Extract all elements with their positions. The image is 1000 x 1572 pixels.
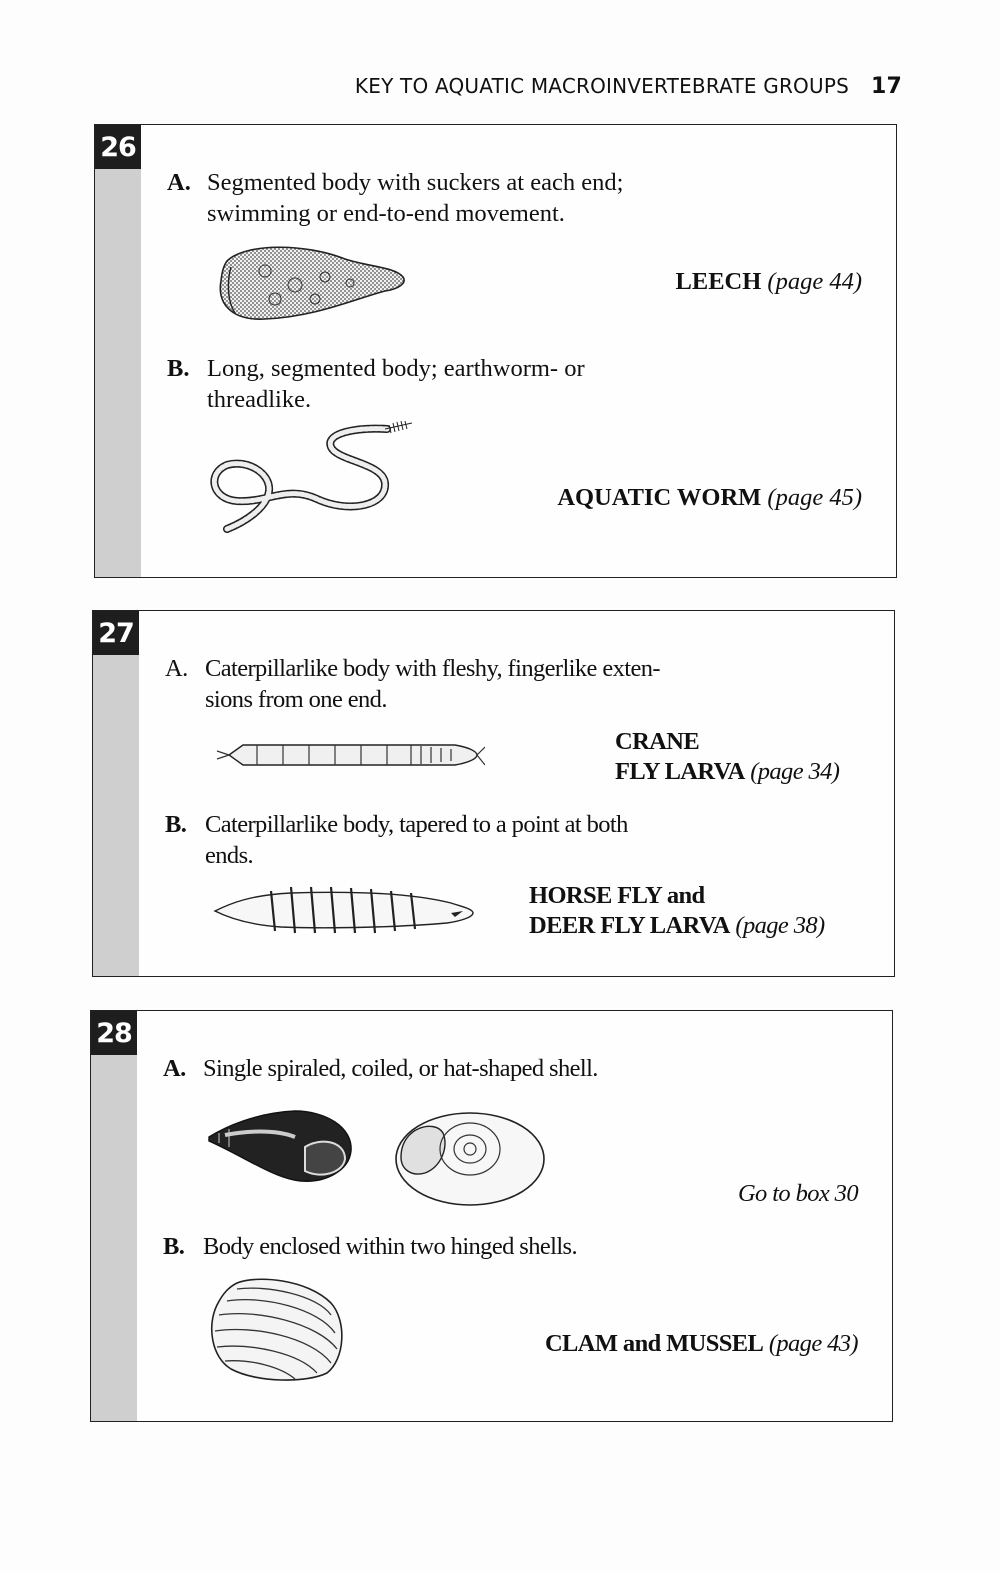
result-page-link[interactable]: (page 38) [735, 912, 825, 939]
result-leech [676, 267, 862, 297]
choice-26b [167, 353, 585, 415]
result-page-link[interactable]: (page 34) [750, 758, 840, 785]
choice-letter: A. [167, 169, 191, 196]
aquatic-worm-illustration [207, 421, 417, 533]
horse-fly-larva-illustration [211, 883, 476, 939]
choice-text-line1: Long, segmented body; earthworm- or [207, 355, 585, 382]
box-number: 26 [95, 125, 141, 169]
choice-letter: A. [165, 655, 188, 682]
choice-letter: B. [167, 355, 190, 382]
result-name-line2: FLY LARVA [615, 758, 745, 785]
key-box-26 [94, 124, 897, 578]
choice-27a [165, 653, 660, 715]
leech-illustration [215, 241, 410, 323]
choice-text-line1: Caterpillarlike body, tapered to a point at both [205, 811, 628, 838]
result-page-link[interactable]: (page 43) [768, 1330, 858, 1357]
box-number: 28 [91, 1011, 137, 1055]
choice-text-line2: sions from one end. [205, 686, 387, 713]
box-number: 27 [93, 611, 139, 655]
result-name: CLAM and MUSSEL [544, 1330, 764, 1357]
result-horse-fly-larva [529, 881, 825, 941]
side-band [93, 611, 139, 976]
choice-text-line1: Caterpillarlike body with fleshy, fingerlike exten- [205, 655, 660, 682]
result-page-link[interactable]: (page 44) [767, 268, 862, 295]
key-box-27 [92, 610, 895, 977]
choice-letter: B. [163, 1233, 185, 1260]
result-name-line1: HORSE FLY and [529, 882, 705, 909]
choice-27b [165, 809, 628, 871]
result-page-link[interactable]: (page 45) [767, 484, 862, 511]
key-box-28 [90, 1010, 893, 1422]
crane-fly-larva-illustration [215, 737, 485, 773]
choice-text-line2: ends. [205, 842, 254, 869]
choice-text-line2: swimming or end-to-end movement. [207, 200, 565, 227]
choice-text-line1: Segmented body with suckers at each end; [207, 169, 624, 196]
running-head [336, 74, 902, 99]
running-head-title: KEY TO AQUATIC MACROINVERTEBRATE GROUPS [354, 74, 849, 98]
result-name: AQUATIC WORM [557, 484, 762, 511]
choice-26a [167, 167, 623, 229]
result-crane-fly-larva [615, 727, 839, 787]
choice-letter: B. [165, 811, 187, 838]
choice-text-line1: Body enclosed within two hinged shells. [203, 1233, 578, 1260]
side-band [95, 125, 141, 577]
result-name-line1: CRANE [615, 728, 700, 755]
result-aquatic-worm [557, 483, 862, 513]
choice-28a [163, 1053, 598, 1084]
choice-text-line2: threadlike. [207, 386, 312, 413]
side-band [91, 1011, 137, 1421]
clam-illustration [207, 1275, 347, 1383]
result-name-line2: DEER FLY LARVA [529, 912, 730, 939]
result-goto-box-30 [738, 1179, 858, 1209]
page-number: 17 [870, 74, 902, 99]
result-name: LEECH [675, 268, 762, 295]
choice-28b [163, 1231, 577, 1262]
choice-text-line1: Single spiraled, coiled, or hat-shaped shell. [203, 1055, 598, 1082]
snail-shells-illustration [205, 1107, 545, 1207]
result-clam-mussel [545, 1329, 858, 1359]
choice-letter: A. [163, 1055, 186, 1082]
goto-link[interactable]: Go to box 30 [737, 1180, 858, 1207]
